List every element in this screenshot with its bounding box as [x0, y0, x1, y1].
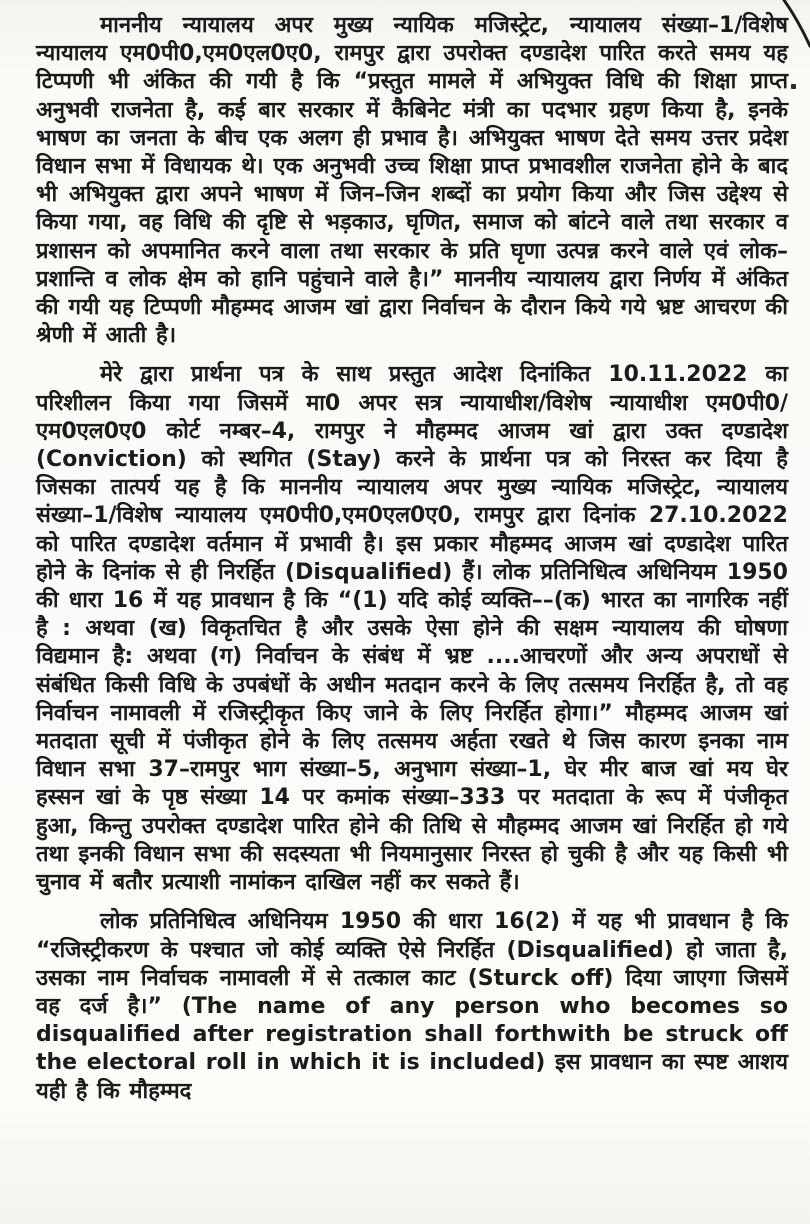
paragraph-3-english-quote: (The name of any person who becomes so disqualified after registration shall forthwith be struck off the electoral roll in which it is included)	[36, 993, 788, 1076]
document-body	[36, 12, 788, 1117]
paragraph-stay-rejection-and-disqualification: मेरे द्वारा प्रार्थना पत्र के साथ प्रस्तुत आदेश दिनांकित 10.11.2022 का परिशीलन किया गया जिसमें मा0 अपर सत्र न्यायाधीश/विशेष न्यायाधीश एम0पी0/एम0एल0ए0 कोर्ट नम्बर–4, रामपुर ने मौहम्मद आजम खां द्वारा उक्त दण्डादेश (Conviction) को स्थगित (Stay) करने के प्रार्थना पत्र को निरस्त कर दिया है जिसका तात्पर्य यह है कि माननीय न्यायालय अपर मुख्य न्यायिक मजिस्ट्रेट, न्यायालय संख्या–1/विशेष न्यायालय एम0पी0,एम0एल0ए0, रामपुर द्वारा दिनांक 27.10.2022 को पारित दण्डादेश वर्तमान में प्रभावी है। इस प्रकार मौहम्मद आजम खां दण्डादेश पारित होने के दिनांक से ही निरर्हित (Disqualified) हैं। लोक प्रतिनिधित्व अधिनियम 1950 की धारा 16 में यह प्रावधान है कि “(1) यदि कोई व्यक्ति––(क) भारत का नागरिक नहीं है : अथवा (ख) विकृतचित है और उसके ऐसा होने की सक्षम न्यायालय की घोषणा विद्यमान है: अथवा (ग) निर्वाचन के संबंध में भ्रष्ट ....आचरणों और अन्य अपराधों से संबंधित किसी विधि के उपबंधों के अधीन मतदान करने के लिए तत्समय निरर्हित है, तो वह निर्वाचन नामावली में रजिस्ट्रीकृत किए जाने के लिए निरर्हित होगा।” मौहम्मद आजम खां मतदाता सूची में पंजीकृत होने के लिए तत्समय अर्हता रखते थे जिस कारण इनका नाम विधान सभा 37–रामपुर भाग संख्या–5, अनुभाग संख्या–1, घेर मीर बाज खां मय घेर हस्सन खां के पृष्ठ संख्या 14 पर कमांक संख्या–333 पर मतदाता के रूप में पंजीकृत हुआ, किन्तु उपरोक्त दण्डादेश पारित होने की तिथि से मौहम्मद आजम खां निरर्हित हो गये तथा इनकी विधान सभा की सदस्यता भी नियमानुसार निरस्त हो चुकी है और यह किसी भी चुनाव में बतौर प्रत्याशी नामांकन दाखिल नहीं कर सकते हैं।	[36, 362, 788, 896]
paragraph-3-hindi-tail: इस प्रावधान का स्पष्ट आशय यही है कि मौहम्मद	[36, 1050, 788, 1104]
paragraph-3-hindi-lead: लोक प्रतिनिधित्व अधिनियम 1950 की धारा 16(2) में यह भी प्रावधान है कि “रजिस्ट्रीकरण के पश्चात जो कोई व्यक्ति ऐसे निरर्हित (Disqualified) हो जाता है, उसका नाम निर्वाचक नामावली में से तत्काल काट (Sturck off) दिया जाएगा जिसमें वह दर्ज है।”	[36, 909, 788, 1019]
ink-dot-artifact	[791, 84, 796, 89]
paragraph-section-16-2	[36, 908, 788, 1105]
paragraph-court-remarks: माननीय न्यायालय अपर मुख्य न्यायिक मजिस्ट्रेट, न्यायालय संख्या–1/विशेष न्यायालय एम0पी0,एम0एल0ए0, रामपुर द्वारा उपरोक्त दण्डादेश पारित करते समय यह टिप्पणी भी अंकित की गयी है कि “प्रस्तुत मामले में अभियुक्त विधि की शिक्षा प्राप्त अनुभवी राजनेता है, कई बार सरकार में कैबिनेट मंत्री का पदभार ग्रहण किया है, इनके भाषण का जनता के बीच एक अलग ही प्रभाव है। अभियुक्त भाषण देते समय उत्तर प्रदेश विधान सभा में विधायक थे। एक अनुभवी उच्च शिक्षा प्राप्त प्रभावशील राजनेता होने के बाद भी अभियुक्त द्वारा अपने भाषण में जिन–जिन शब्दों का प्रयोग किया और जिस उद्देश्य से किया गया, वह विधि की दृष्टि से भड़काउ, घृणित, समाज को बांटने वाले तथा सरकार व प्रशासन को अपमानित करने वाला तथा सरकार के प्रति घृणा उत्पन्न करने वाले एवं लोक–प्रशान्ति व लोक क्षेम को हानि पहुंचाने वाले है।” माननीय न्यायालय द्वारा निर्णय में अंकित की गयी यह टिप्पणी मौहम्मद आजम खां द्वारा निर्वाचन के दौरान किये गये भ्रष्ट आचरण की श्रेणी में आती है।	[36, 13, 788, 349]
